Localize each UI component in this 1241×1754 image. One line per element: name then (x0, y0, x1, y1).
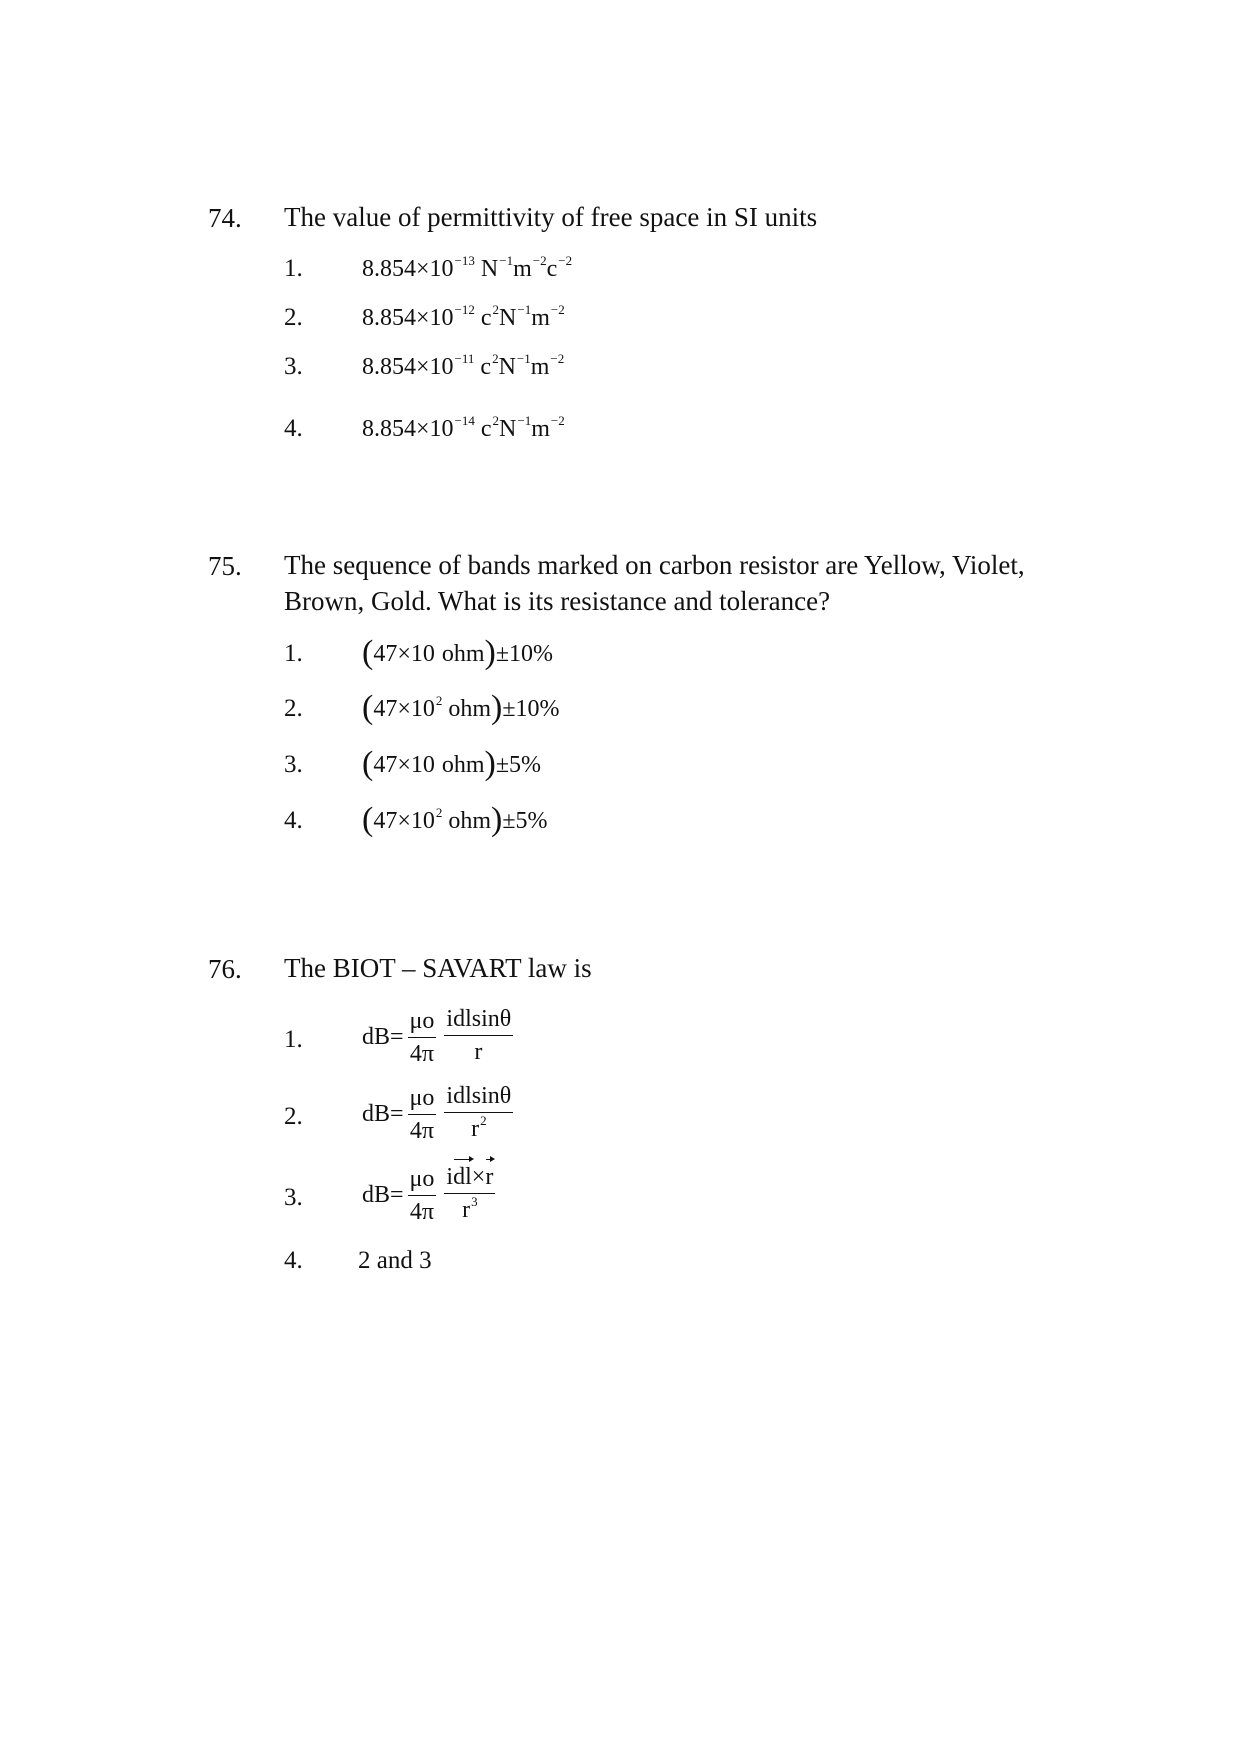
unit: ohm (448, 696, 492, 722)
value: 47×10 (373, 696, 435, 722)
q76-option-3 (362, 1162, 499, 1228)
tolerance: ±10% (495, 641, 554, 667)
formula (362, 1004, 517, 1070)
question-76-text: The BIOT – SAVART law is (284, 953, 592, 983)
unit-exponent: −1 (516, 351, 531, 366)
q74-option-1-number: 1. (284, 255, 303, 282)
denominator (471, 1113, 487, 1147)
q74-option-2-number: 2. (284, 304, 303, 331)
q75-option-3-number: 3. (284, 751, 303, 778)
unit: N (498, 354, 516, 380)
q74-option-1 (362, 253, 572, 288)
unit-exponent: 2 (492, 413, 500, 428)
unit: c (480, 305, 492, 331)
value: 47×10 (373, 752, 435, 778)
tolerance: ±5% (495, 752, 542, 778)
numerator: idlsinθ (444, 1004, 513, 1036)
denominator-base: r (462, 1197, 471, 1223)
denominator-exponent: 3 (471, 1194, 478, 1209)
unit: c (480, 354, 492, 380)
q75-option-3 (362, 746, 541, 784)
open-paren: ( (362, 801, 374, 838)
q76-option-4: 2 and 3 (358, 1247, 432, 1274)
close-paren: ) (484, 745, 496, 782)
q74-option-2 (362, 302, 565, 337)
base: 8.854×10 (362, 416, 454, 442)
numerator (444, 1162, 495, 1194)
numerator: idlsinθ (444, 1081, 513, 1113)
q75-option-1 (362, 635, 553, 673)
q75-option-4-number: 4. (284, 807, 303, 834)
denominator (462, 1194, 478, 1228)
question-74-text: The value of permittivity of free space in SI units (284, 202, 818, 232)
tolerance: ±10% (502, 696, 560, 722)
unit: ohm (441, 641, 485, 667)
unit: N (499, 416, 517, 442)
base: 8.854×10 (362, 354, 454, 380)
unit-exponent: −2 (550, 351, 565, 366)
q76-option-2-number: 2. (284, 1103, 303, 1130)
base: 8.854×10 (362, 256, 454, 282)
close-paren: ) (484, 634, 496, 671)
denominator-base: r (474, 1039, 483, 1065)
lhs: dB= (362, 1182, 404, 1208)
fraction-idl-over-r (444, 1004, 513, 1070)
q74-option-4 (362, 413, 565, 448)
fraction-idl-over-r2 (444, 1081, 513, 1147)
unit-exponent: −1 (517, 302, 532, 317)
question-76-number: 76. (208, 954, 242, 984)
unit-exponent: −2 (532, 253, 547, 268)
fraction-mu-over-4pi (408, 1083, 437, 1146)
q74-option-3-number: 3. (284, 353, 303, 380)
unit: N (499, 305, 517, 331)
q76-option-4-number: 4. (284, 1247, 303, 1274)
value: 47×10 (373, 641, 435, 667)
exponent: −11 (454, 351, 475, 366)
q75-option-2-number: 2. (284, 695, 303, 722)
q75-option-1-number: 1. (284, 640, 303, 667)
open-paren: ( (362, 634, 374, 671)
unit-exponent: −2 (558, 253, 573, 268)
unit: m (531, 305, 550, 331)
question-74-number: 74. (208, 203, 242, 233)
lhs: dB= (362, 1024, 404, 1050)
unit: m (530, 354, 550, 380)
unit-exponent: −2 (550, 302, 565, 317)
q74-option-3 (362, 351, 564, 386)
numerator: μo (408, 1164, 437, 1196)
numerator: μo (408, 1006, 437, 1038)
q76-option-1-number: 1. (284, 1026, 303, 1053)
formula (362, 1081, 517, 1147)
fraction-mu-over-4pi (408, 1164, 437, 1227)
unit: c (480, 416, 492, 442)
base: 8.854×10 (362, 305, 454, 331)
question-75-number: 75. (208, 551, 242, 581)
cross-sign: × (471, 1164, 486, 1190)
close-paren: ) (491, 689, 503, 726)
formula (362, 1162, 499, 1228)
close-paren: ) (491, 801, 503, 838)
unit-exponent: 2 (492, 351, 499, 366)
unit-exponent: −1 (517, 413, 532, 428)
fraction-mu-over-4pi (408, 1006, 437, 1069)
unit: m (531, 416, 550, 442)
q76-option-3-number: 3. (284, 1184, 303, 1211)
lhs: dB= (362, 1101, 404, 1127)
unit: m (513, 256, 532, 282)
denominator: 4π (409, 1117, 435, 1144)
q76-option-1 (362, 1004, 517, 1070)
unit: N (480, 256, 499, 282)
unit-exponent: −1 (499, 253, 514, 268)
value: 47×10 (373, 808, 435, 834)
unit: ohm (448, 808, 492, 834)
denominator-exponent: 2 (480, 1113, 487, 1128)
vector-dl: dl (453, 1164, 472, 1190)
exponent: −14 (454, 413, 475, 428)
q76-option-2 (362, 1081, 517, 1147)
exponent: −12 (454, 302, 475, 317)
exponent: −13 (454, 253, 475, 268)
vector-r: r (485, 1164, 494, 1190)
unit: ohm (441, 752, 485, 778)
current-i: i (446, 1164, 454, 1190)
exponent: 2 (435, 693, 443, 708)
fraction-idl-cross-r-over-r3 (444, 1162, 495, 1228)
unit-exponent: 2 (492, 302, 500, 317)
open-paren: ( (362, 745, 374, 782)
numerator: μo (408, 1083, 437, 1115)
unit-exponent: −2 (550, 413, 565, 428)
denominator: 4π (409, 1040, 435, 1067)
denominator (474, 1036, 483, 1070)
exponent: 2 (435, 805, 443, 820)
tolerance: ±5% (502, 808, 548, 834)
denominator: 4π (409, 1198, 435, 1225)
q74-option-4-number: 4. (284, 415, 303, 442)
unit: c (546, 256, 558, 282)
open-paren: ( (362, 689, 374, 726)
q75-option-4 (362, 802, 548, 840)
q75-option-2 (362, 690, 560, 728)
denominator-base: r (471, 1116, 480, 1142)
question-75-text: The sequence of bands marked on carbon resistor are Yellow, Violet, Brown, Gold. What is its resistance and tolerance? (284, 550, 1025, 616)
